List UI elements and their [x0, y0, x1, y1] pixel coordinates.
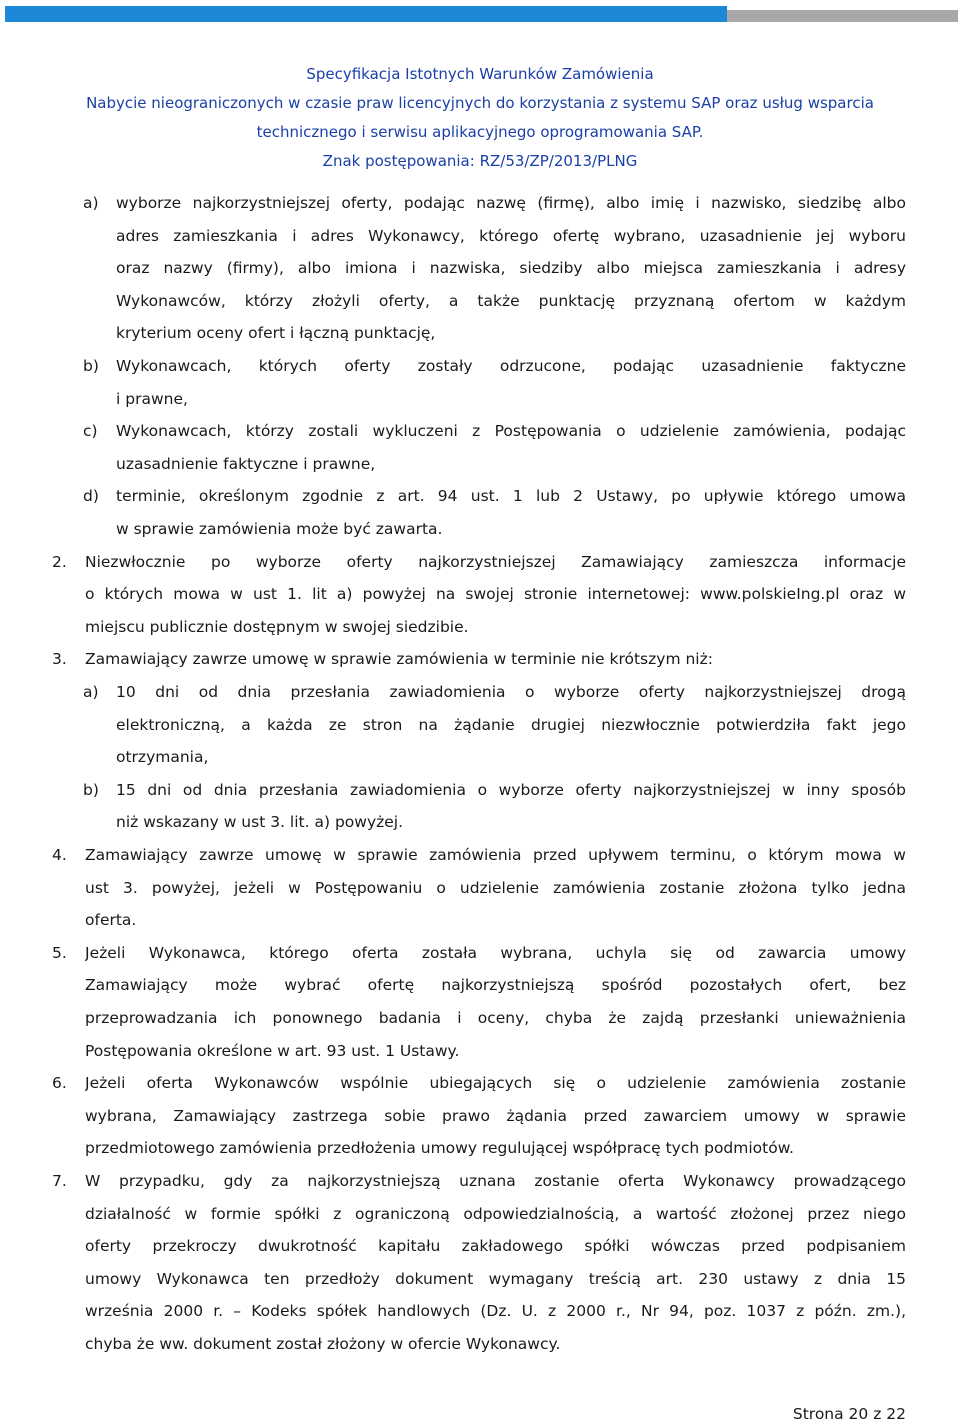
- list-marker: 3.: [52, 650, 67, 669]
- text-line: w sprawie zamówienia może być zawarta.: [116, 520, 443, 538]
- list-marker: c): [83, 422, 98, 441]
- text-line: niż wskazany w ust 3. lit. a) powyżej.: [116, 813, 404, 832]
- text-line: Wykonawcach, których oferty zostały odrzucone, podając uzasadnienie faktyczne: [116, 357, 906, 375]
- text-line: 15 dni od dnia przesłania zawiadomienia o wyborze oferty najkorzystniejszej w inny sposób: [116, 780, 906, 799]
- text-line: przeprowadzania ich ponownego badania i oceny, chyba że zajdą przesłanki unieważnienia: [85, 1009, 906, 1027]
- text-line: Niezwłocznie po wyborze oferty najkorzystniejszej Zamawiający zamieszcza informacje: [85, 552, 906, 571]
- list-marker: b): [83, 780, 99, 799]
- text-line: oraz nazwy (firmy), albo imiona i nazwiska, siedziby albo miejsca zamieszkania i adresy: [116, 259, 906, 278]
- text-line: Wykonawcach, którzy zostali wykluczeni z Postępowania o udzielenie zamówienia, podając: [116, 422, 906, 441]
- text-line: działalność w formie spółki z ograniczoną odpowiedzialnością, a wartość złożonej przez niego: [85, 1204, 906, 1223]
- list-marker: a): [83, 683, 99, 701]
- list-marker: 7.: [52, 1172, 67, 1190]
- text-line: Jeżeli oferta Wykonawców wspólnie ubiegających się o udzielenie zamówienia zostanie: [85, 1074, 906, 1093]
- document-header: [0, 60, 960, 176]
- list-marker: 2.: [52, 552, 67, 571]
- text-line: Wykonawców, którzy złożyli oferty, a także punktację przyznaną ofertom w każdym: [116, 291, 906, 310]
- text-line: uzasadnienie faktyczne i prawne,: [116, 454, 376, 473]
- text-line: terminie, określonym zgodnie z art. 94 ust. 1 lub 2 Ustawy, po upływie którego umowa: [116, 487, 906, 506]
- list-marker: 4.: [52, 846, 67, 864]
- header-color-bar: [5, 6, 958, 22]
- text-line: Postępowania określone w art. 93 ust. 1 Ustawy.: [85, 1041, 460, 1060]
- list-marker: a): [83, 194, 99, 212]
- text-line: ust 3. powyżej, jeżeli w Postępowaniu o udzielenie zamówienia zostanie złożona tylko jedna: [85, 878, 906, 897]
- text-line: umowy Wykonawca ten przedłoży dokument wymagany treścią art. 230 ustawy z dnia 15: [85, 1269, 906, 1288]
- text-line: oferta.: [85, 911, 137, 930]
- text-line: 10 dni od dnia przesłania zawiadomienia o wyborze oferty najkorzystniejszej drogą: [116, 683, 906, 701]
- text-line: kryterium oceny ofert i łączną punktację,: [116, 324, 436, 343]
- text-line: oferty przekroczy dwukrotność kapitału zakładowego spółki wówczas przed podpisaniem: [85, 1237, 906, 1256]
- text-line: i prawne,: [116, 389, 188, 408]
- header-bar-grey: [727, 10, 958, 22]
- text-line: elektroniczną, a każda ze stron na żądanie drugiej niezwłocznie potwierdziła fakt jego: [116, 715, 906, 734]
- text-line: przedmiotowego zamówienia przedłożenia umowy regulującej współpracę tych podmiotów.: [85, 1139, 794, 1158]
- page-number: Strona 20 z 22: [792, 1405, 906, 1423]
- list-marker: b): [83, 357, 99, 375]
- list-marker: 6.: [52, 1074, 67, 1093]
- text-line: chyba że ww. dokument został złożony w ofercie Wykonawcy.: [85, 1335, 561, 1353]
- text-line: wyborze najkorzystniejszej oferty, podając nazwę (firmę), albo imię i nazwisko, siedzibę albo: [116, 194, 906, 212]
- text-line: W przypadku, gdy za najkorzystniejszą uznana zostanie oferta Wykonawcy prowadzącego: [85, 1172, 906, 1190]
- text-line: o których mowa w ust 1. lit a) powyżej na swojej stronie internetowej: www.polskieIng.pl oraz w: [85, 585, 906, 604]
- text-line: Zamawiający zawrze umowę w sprawie zamówienia w terminie nie krótszym niż:: [85, 650, 713, 669]
- header-subject-line2: technicznego i serwisu aplikacyjnego oprogramowania SAP.: [256, 123, 704, 141]
- header-bar-blue: [5, 6, 727, 22]
- text-line: Zamawiający może wybrać ofertę najkorzystniejszą spośród pozostałych ofert, bez: [85, 976, 906, 995]
- list-marker: d): [83, 487, 99, 506]
- text-line: otrzymania,: [116, 748, 209, 767]
- header-reference: Znak postępowania: RZ/53/ZP/2013/PLNG: [322, 152, 638, 170]
- text-line: Zamawiający zawrze umowę w sprawie zamówienia przed upływem terminu, o którym mowa w: [85, 846, 906, 864]
- text-line: września 2000 r. – Kodeks spółek handlowych (Dz. U. z 2000 r., Nr 94, poz. 1037 z późn. zm.),: [85, 1302, 906, 1321]
- list-marker: 5.: [52, 943, 67, 962]
- text-line: miejscu publicznie dostępnym w swojej siedzibie.: [85, 617, 469, 636]
- text-line: Jeżeli Wykonawca, którego oferta została wybrana, uchyla się od zawarcia umowy: [85, 943, 906, 962]
- text-line: wybrana, Zamawiający zastrzega sobie prawo żądania przed zawarciem umowy w sprawie: [85, 1106, 906, 1125]
- header-title: Specyfikacja Istotnych Warunków Zamówienia: [306, 65, 654, 83]
- text-line: adres zamieszkania i adres Wykonawcy, którego ofertę wybrano, uzasadnienie jej wyboru: [116, 226, 906, 245]
- header-subject-line1: Nabycie nieograniczonych w czasie praw licencyjnych do korzystania z systemu SAP oraz usług wsparcia: [86, 94, 874, 112]
